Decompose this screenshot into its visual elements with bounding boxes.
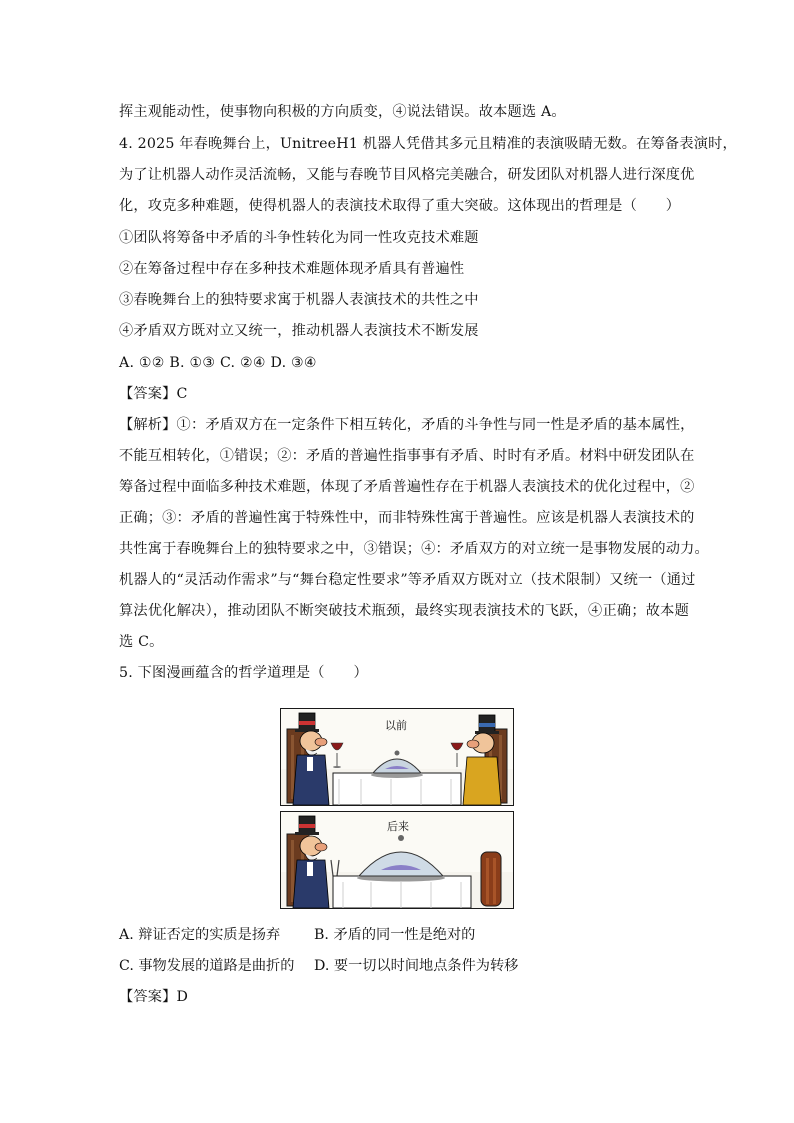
comic-label-before: 以前 [385,719,407,732]
question-4-explanation-line1: 【解析】①：矛盾双方在一定条件下相互转化，矛盾的斗争性与同一性是矛盾的基本属性， [119,417,695,433]
question-4-stem-line3: 化，攻克多种难题，使得机器人的表演技术取得了重大突破。这体现出的哲理是（ ） [119,198,681,214]
question-4-statement-2: ②在筹备过程中存在多种技术难题体现矛盾具有普遍性 [119,261,465,277]
question-4-stem-line2: 为了让机器人动作灵活流畅，又能与春晚节目风格完美融合，研发团队对机器人进行深度优 [119,167,695,183]
question-5-option-a: A. 辩证否定的实质是扬弃 [119,927,281,943]
question-4-explanation-line4: 正确；③：矛盾的普遍性寓于特殊性中，而非特殊性寓于普遍性。应该是机器人表演技术的 [119,510,695,526]
question-5-answer: 【答案】D [119,989,189,1005]
question-4-statement-3: ③春晚舞台上的独特要求寓于机器人表演技术的共性之中 [119,292,479,308]
question-5-option-c: C. 事物发展的道路是曲折的 [119,958,295,974]
question-5-option-d: D. 要一切以时间地点条件为转移 [314,958,519,974]
question-4-answer: 【答案】C [119,386,188,402]
question-4-explanation-line5: 共性寓于春晚舞台上的独特要求之中，③错误；④：矛盾双方的对立统一是事物发展的动力。 [119,541,709,557]
question-4-explanation-line6: 机器人的“灵活动作需求”与“舞台稳定性要求”等矛盾双方既对立（技术限制）又统一（通过 [119,572,696,588]
question-4-explanation-line3: 筹备过程中面临多种技术难题，体现了矛盾普遍性存在于机器人表演技术的优化过程中，② [119,479,695,495]
question-4-explanation-line8: 选 C。 [119,634,164,650]
question-4-statement-4: ④矛盾双方既对立又统一，推动机器人表演技术不断发展 [119,323,479,339]
question-5-option-b: B. 矛盾的同一性是绝对的 [314,927,476,943]
comic-label-after: 后来 [387,820,409,833]
question-4-explanation-line2: 不能互相转化，①错误；②：矛盾的普遍性指事事有矛盾、时时有矛盾。材料中研发团队在 [119,448,695,464]
question-4-explanation-line7: 算法优化解决），推动团队不断突破技术瓶颈，最终实现表演技术的飞跃，④正确；故本题 [119,603,689,619]
comic-panel-before [280,708,514,806]
question-5-stem: 5. 下图漫画蕴含的哲学道理是（ ） [119,665,368,681]
comic-panel-after [280,811,514,909]
text-line-prev-explanation: 挥主观能动性，使事物向积极的方向质变，④说法错误。故本题选 A。 [119,104,566,120]
question-4-stem-line1: 4. 2025 年春晚舞台上，UnitreeH1 机器人凭借其多元且精准的表演吸睛无数。在筹备表演时， [119,136,737,152]
question-4-options: A. ①② B. ①③ C. ②④ D. ③④ [119,355,317,371]
question-4-statement-1: ①团队将筹备中矛盾的斗争性转化为同一性攻克技术难题 [119,230,479,246]
